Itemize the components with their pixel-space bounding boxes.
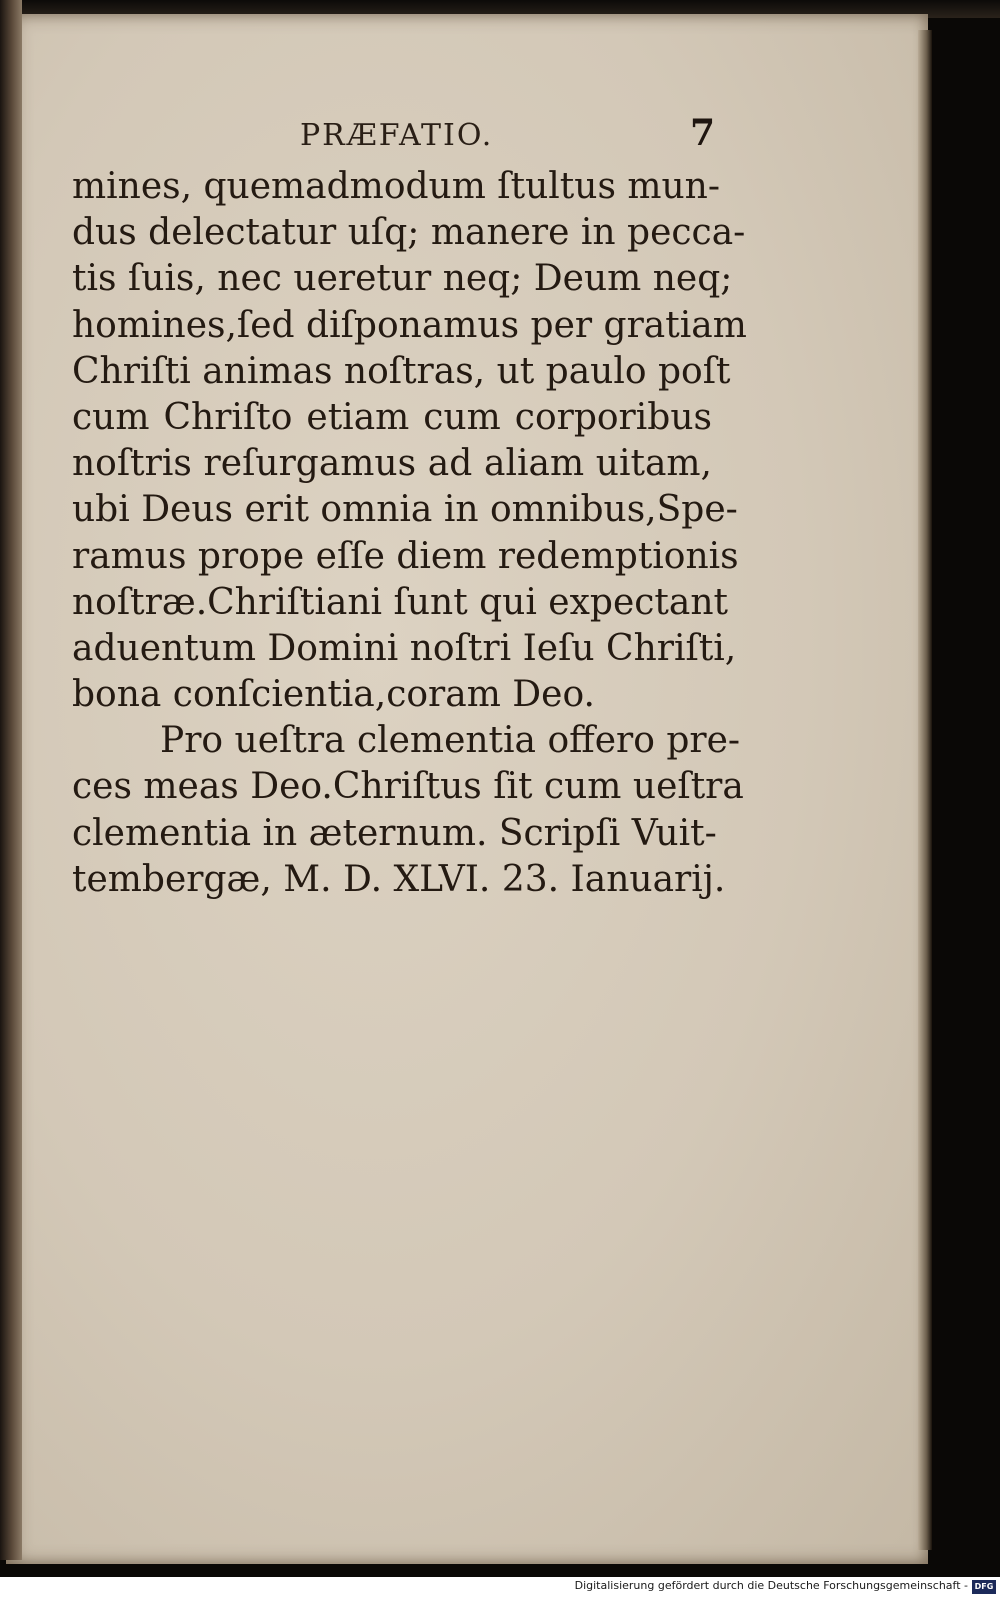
dfg-logo: DFG xyxy=(972,1580,996,1594)
text-line: tembergæ, M. D. XLVI. 23. Ianuarij. xyxy=(72,858,726,900)
text-line: aduentum Domini noſtri Ieſu Chriſti, xyxy=(72,627,737,669)
text-line: bona conſcientia,coram Deo. xyxy=(72,674,595,716)
page-number: 7 xyxy=(690,112,716,154)
text-line: tis ſuis, nec ueretur neq; Deum neq; xyxy=(72,258,733,300)
page-right-edge xyxy=(918,30,932,1550)
text-line: dus delectatur uſq; manere in pecca- xyxy=(72,212,746,254)
text-line: clementia in æternum. Scripſi Vuit- xyxy=(72,812,717,854)
text-line: noſtris reſurgamus ad aliam uitam, xyxy=(72,443,712,485)
book-binding-edge xyxy=(0,0,22,1560)
text-line: ces meas Deo.Chriſtus ſit cum ueſtra xyxy=(72,766,744,808)
funding-credit: Digitalisierung gefördert durch die Deutsche Forschungsgemeinschaft - xyxy=(574,1579,968,1592)
text-line: cum Chriſto etiam cum corporibus xyxy=(72,396,712,438)
running-head: PRÆFATIO. xyxy=(300,118,494,153)
text-line: noſtræ.Chriſtiani ſunt qui expectant xyxy=(72,581,728,623)
text-line: ramus prope eſſe diem redemptionis xyxy=(72,535,739,577)
text-line: ubi Deus erit omnia in omnibus,Spe- xyxy=(72,489,738,531)
footer-bar xyxy=(0,1577,1000,1599)
text-line: Pro ueſtra clementia offero pre- xyxy=(160,720,741,762)
text-line: homines,ſed diſponamus per gratiam xyxy=(72,304,747,346)
text-line: Chriſti animas noſtras, ut paulo poſt xyxy=(72,350,731,392)
body-text xyxy=(72,164,747,903)
text-line: mines, quemadmodum ſtultus mun- xyxy=(72,166,721,207)
